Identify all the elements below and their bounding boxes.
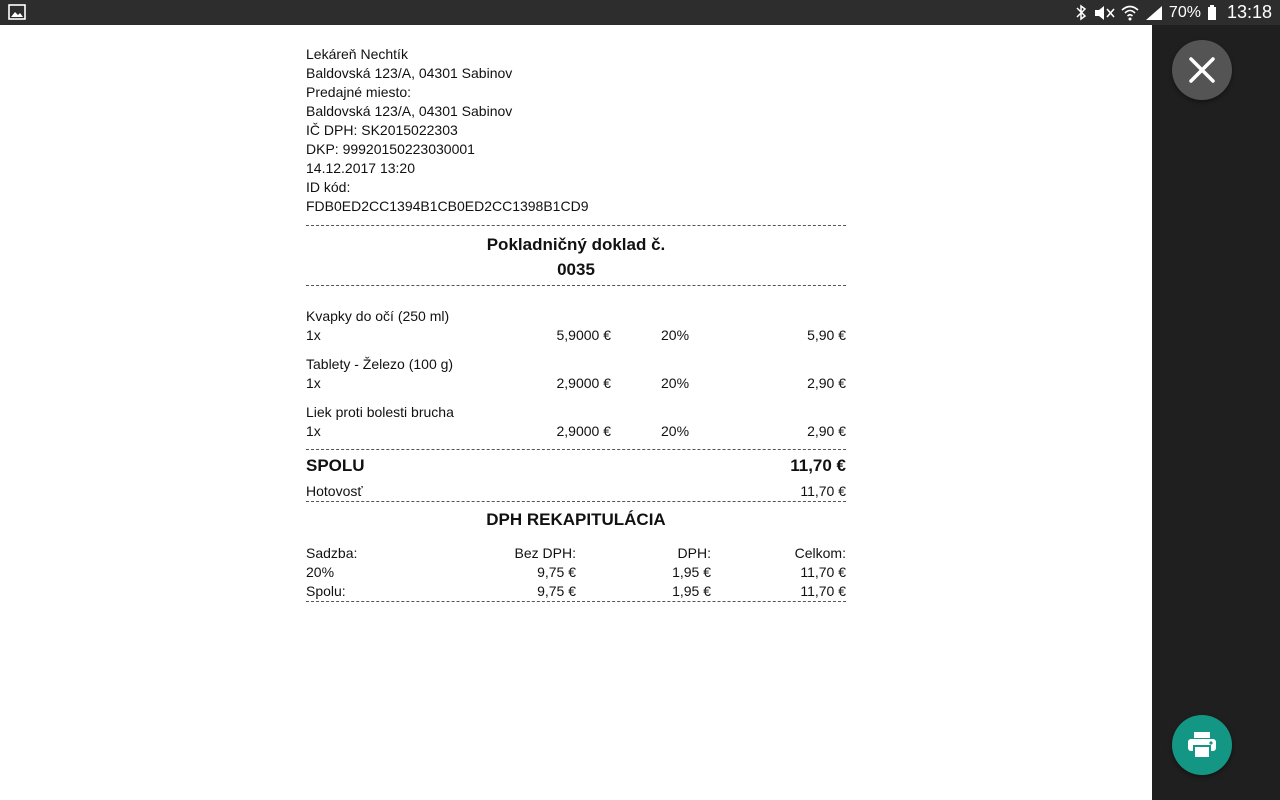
recap-base: 9,75 € [537, 583, 576, 599]
item-qty: 1x [306, 375, 321, 391]
vat-id: IČ DPH: SK2015022303 [306, 122, 458, 138]
recap-header-vat: DPH: [677, 545, 711, 561]
recap-rate: Spolu: [306, 583, 346, 599]
vat-recap-table [306, 544, 846, 601]
item-values-row [306, 326, 846, 345]
list-item [306, 403, 846, 441]
recap-rate: 20% [306, 564, 335, 580]
dkp-number: DKP: 99920150223030001 [306, 141, 475, 157]
receipt-title [306, 226, 846, 285]
clock: 13:18 [1226, 2, 1272, 22]
recap-header-total: Celkom: [794, 545, 846, 561]
close-button[interactable] [1172, 40, 1232, 100]
item-unit-price: 2,9000 € [556, 375, 611, 391]
list-item [306, 355, 846, 393]
divider [306, 601, 846, 602]
wifi-icon [1121, 4, 1139, 21]
divider [306, 449, 846, 450]
item-qty: 1x [306, 423, 321, 439]
item-total: 2,90 € [807, 423, 846, 439]
recap-vat: 1,95 € [672, 583, 711, 599]
item-name: Tablety - Železo (100 g) [306, 356, 454, 372]
battery-icon [1207, 4, 1217, 21]
sales-point-label: Predajné miesto: [306, 84, 412, 100]
table-row [306, 563, 846, 582]
item-vat-rate: 20% [661, 423, 690, 439]
total-label: SPOLU [306, 456, 365, 475]
cash-value: 11,70 € [800, 483, 846, 499]
cash-row [306, 482, 846, 501]
recap-header-rate: Sadzba: [306, 545, 358, 561]
list-item [306, 307, 846, 345]
item-unit-price: 5,9000 € [556, 327, 611, 343]
total-row [306, 452, 846, 478]
receipt-title-line1: Pokladničný doklad č. [486, 235, 666, 254]
receipt-number: 0035 [557, 260, 595, 279]
print-icon [1186, 730, 1218, 760]
item-vat-rate: 20% [661, 375, 690, 391]
item-qty: 1x [306, 327, 321, 343]
recap-total: 11,70 € [800, 583, 846, 599]
item-unit-price: 2,9000 € [556, 423, 611, 439]
item-total: 5,90 € [807, 327, 846, 343]
item-values-row [306, 374, 846, 393]
signal-icon [1145, 5, 1163, 21]
item-values-row [306, 422, 846, 441]
total-value: 11,70 € [790, 456, 846, 475]
item-total: 2,90 € [807, 375, 846, 391]
recap-header-base: Bez DPH: [514, 545, 576, 561]
status-bar [0, 0, 1280, 25]
vat-recap-title: DPH REKAPITULÁCIA [486, 510, 666, 529]
bluetooth-icon [1075, 4, 1087, 21]
item-name: Kvapky do očí (250 ml) [306, 308, 450, 324]
receipt [306, 45, 846, 602]
item-list [306, 286, 846, 441]
recap-vat: 1,95 € [672, 564, 711, 580]
side-panel [1152, 25, 1280, 800]
id-code-value: FDB0ED2CC1394B1CB0ED2CC1398B1CD9 [306, 198, 589, 214]
recap-total: 11,70 € [800, 564, 846, 580]
cash-label: Hotovosť [306, 483, 363, 499]
recap-base: 9,75 € [537, 564, 576, 580]
receipt-datetime: 14.12.2017 13:20 [306, 160, 415, 176]
shop-address: Baldovská 123/A, 04301 Sabinov [306, 65, 513, 81]
vat-recap-header [306, 544, 846, 563]
id-code-label: ID kód: [306, 179, 351, 195]
receipt-header [306, 45, 846, 216]
sales-point-address: Baldovská 123/A, 04301 Sabinov [306, 103, 513, 119]
item-name: Liek proti bolesti brucha [306, 404, 454, 420]
battery-percentage: 70% [1168, 3, 1201, 21]
item-vat-rate: 20% [661, 327, 690, 343]
table-row [306, 582, 846, 601]
print-button[interactable] [1172, 715, 1232, 775]
close-icon [1188, 56, 1216, 84]
status-icons [1075, 0, 1272, 25]
mute-icon [1093, 5, 1115, 21]
image-notification-icon [8, 4, 26, 20]
shop-name: Lekáreň Nechtík [306, 46, 408, 62]
